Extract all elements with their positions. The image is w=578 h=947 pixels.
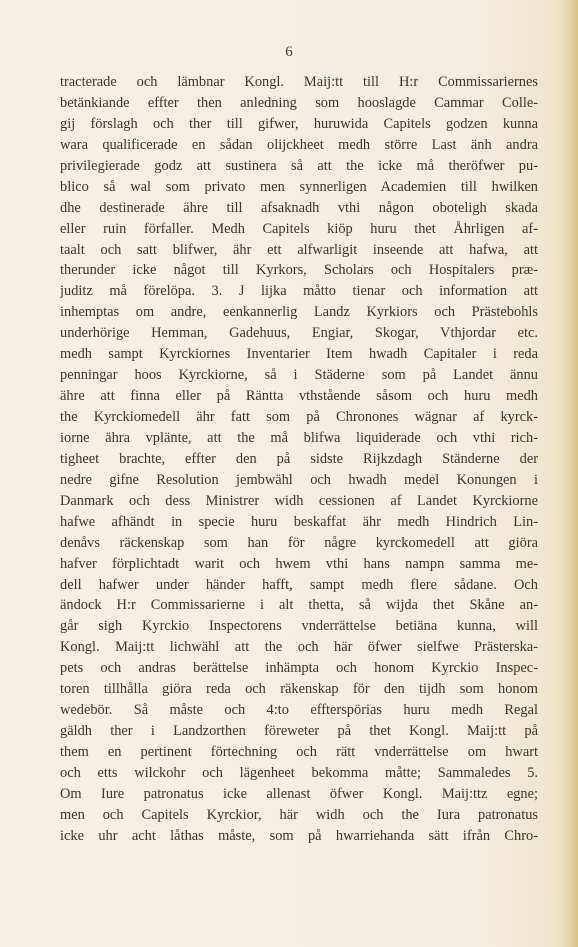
text-line: hafver förplichtadt warit och hwem vthi hans nampn samma me- [60,555,538,572]
text-line: gij förslagh och ther till gifwer, huruwida Capitels godzen kunna [60,115,538,132]
text-line: och etts wilckohr och lägenheet bekomma måtte; Sammaledes 5. [60,764,538,781]
text-line: tracterade och lämbnar Kongl. Maij:tt till H:r Commissariernes [60,74,538,90]
text-line: wedebör. Så måste och 4:to effterspörias huru medh Regal [60,702,538,719]
text-line: taalt och satt blifwer, ähr ett alfwarligit inseende att hafwa, att [60,241,538,258]
text-line: pets och andras berättelse inhämpta och honom Kyrckio Inspec- [60,660,538,677]
text-line: tigheet brachte, effter den på sidste Rijkzdagh Ständerne der [60,450,538,467]
text-line: therunder icke något till Kyrkors, Scholars och Hospitalers præ- [60,262,538,279]
text-line: penningar hoos Kyrckiorne, så i Städerne som på Landet ännu [60,367,538,384]
text-line: underhörige Hemman, Gadehuus, Engiar, Skogar, Vthjordar etc. [60,325,538,342]
text-line: toren tillhålla giöra reda och räkenskap för den tijdh som honom [60,681,538,698]
text-line: blico så wal som privato men synnerligen Academien till hwilken [60,178,538,195]
text-line: ähre att finna eller på Räntta vthstående såsom och huru medh [60,388,538,405]
text-line: them en pertinent förtechning och rätt vnderrättelse om hwart [60,744,538,760]
text-line: Om Iure patronatus icke allenast öfwer Kongl. Maij:ttz egne; [60,785,538,802]
text-line: icke uhr acht låthas måste, som på hwarriehanda sätt ifrån Chro- [60,827,538,844]
text-line: eller ruin förfaller. Medh Capitels kiöp huru thet Åhrligen af- [60,220,538,237]
text-line: Kongl. Maij:tt lichwähl att the och här öfwer sielfwe Prästerska- [60,639,538,656]
text-line: går sigh Kyrckio Inspectorens vnderrättelse betiäna kunna, will [60,618,538,635]
text-line: gäldh ther i Landzorthen föreweter på thet Kongl. Maij:tt på [60,723,538,740]
text-line: dhe destinerade ähre till afsaknadh vthi någon oboteligh skada [60,199,538,216]
body-text [60,72,538,847]
text-line: inhemptas om andre, eenkannerlig Landz Kyrkiors och Prästebohls [60,304,538,321]
text-line: nedre gifne Resolution jembwähl och hwadh medel Konungen i [60,471,538,488]
text-line: privilegierade godz att sustinera så att the icke må theröfwer pu- [60,157,538,174]
text-line: juditz må förelöpa. 3. J lijka måtto tienar och information att [60,283,538,300]
page-number: 6 [285,44,293,60]
text-line: the Kyrckiomedell ähr fatt som på Chronones wägnar af kyrck- [60,409,538,425]
page-edge-stain [560,0,578,947]
text-line: iorne ähra vplänte, att the må blifwa liquiderade och vthi rich- [60,429,538,446]
text-line: betänkiande effter then anledning som hooslagde Cammar Colle- [60,94,538,111]
text-line: dell hafwer under händer hafft, sampt medh flere sådane. Och [60,576,538,593]
text-line: medh sampt Kyrckiornes Inventarier Item hwadh Capitaler i reda [60,346,538,363]
text-line: wara qualificerade en sådan olijckheet medh större Last änh andra [60,136,538,153]
text-line: denåvs räckenskap som han för någre kyrckomedell att giöra [60,534,538,551]
text-line: hafwe afhändt in specie huru beskaffat ähr medh Hindrich Lin- [60,513,538,530]
text-line: ändock H:r Commissarierne i alt thetta, så wijda thet Skåne an- [60,597,538,614]
text-line: men och Capitels Kyrckior, här widh och the Iura patronatus [60,806,538,823]
text-line: Danmark och dess Ministrer widh cessionen af Landet Kyrckiorne [60,492,538,509]
